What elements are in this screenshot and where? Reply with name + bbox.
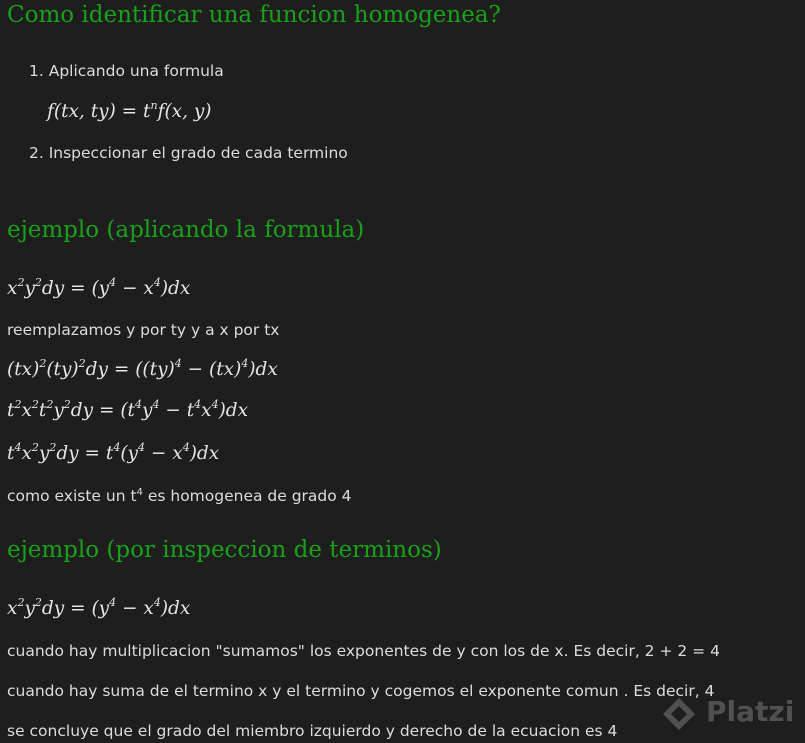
- equation-substituted: (tx)$^2$(ty)$^2$dy = ((ty)$^4$ − (tx)$^4$)dx: [7, 357, 278, 381]
- inspection-line-conclusion: se concluye que el grado del miembro izquierdo y derecho de la ecuacion es 4: [7, 722, 618, 740]
- list-item-formula: 1. Aplicando una formula: [29, 62, 224, 80]
- replace-instruction: reemplazamos y por ty y a x por tx: [7, 321, 280, 339]
- page-title: Como identificar una funcion homogenea?: [7, 2, 501, 28]
- equation-factored: $t^4x^2y^2dy = t^4(y^4 - x^4)dx$: [7, 441, 220, 465]
- formula-rhs: f(x, y): [157, 101, 212, 123]
- list-item-inspection: 2. Inspeccionar el grado de cada termino: [29, 144, 348, 162]
- equation-inspection: $x^2y^2dy = (y^4 - x^4)dx$: [7, 596, 191, 620]
- conclusion-text: [7, 487, 352, 505]
- conclusion-suffix: es homogenea de grado 4: [142, 487, 352, 506]
- section-title-inspection-example: ejemplo (por inspeccion de terminos): [7, 537, 442, 563]
- homogeneity-formula: [47, 100, 212, 122]
- equation-expanded: $t^2x^2t^2y^2dy = (t^4y^4 - t^4x^4)dx$: [7, 398, 249, 422]
- platzi-watermark: [660, 693, 805, 733]
- inspection-line-multiplication: cuando hay multiplicacion "sumamos" los exponentes de y con los de x. Es decir, 2 + 2 = 4: [7, 642, 720, 660]
- equation-original: $x^2y^2dy = (y^4 - x^4)dx$: [7, 276, 191, 300]
- watermark-text: Platzi: [706, 695, 795, 728]
- conclusion-exponent: 4: [136, 487, 143, 498]
- formula-mid: = t: [115, 101, 151, 123]
- section-title-formula-example: ejemplo (aplicando la formula): [7, 217, 365, 243]
- formula-exponent: n: [150, 99, 158, 112]
- conclusion-prefix: como existe un t: [7, 487, 137, 506]
- inspection-line-sum: cuando hay suma de el termino x y el termino y cogemos el exponente comun . Es decir, 4: [7, 682, 715, 700]
- platzi-logo-icon: [660, 695, 698, 733]
- formula-lhs: f(tx, ty): [47, 101, 116, 123]
